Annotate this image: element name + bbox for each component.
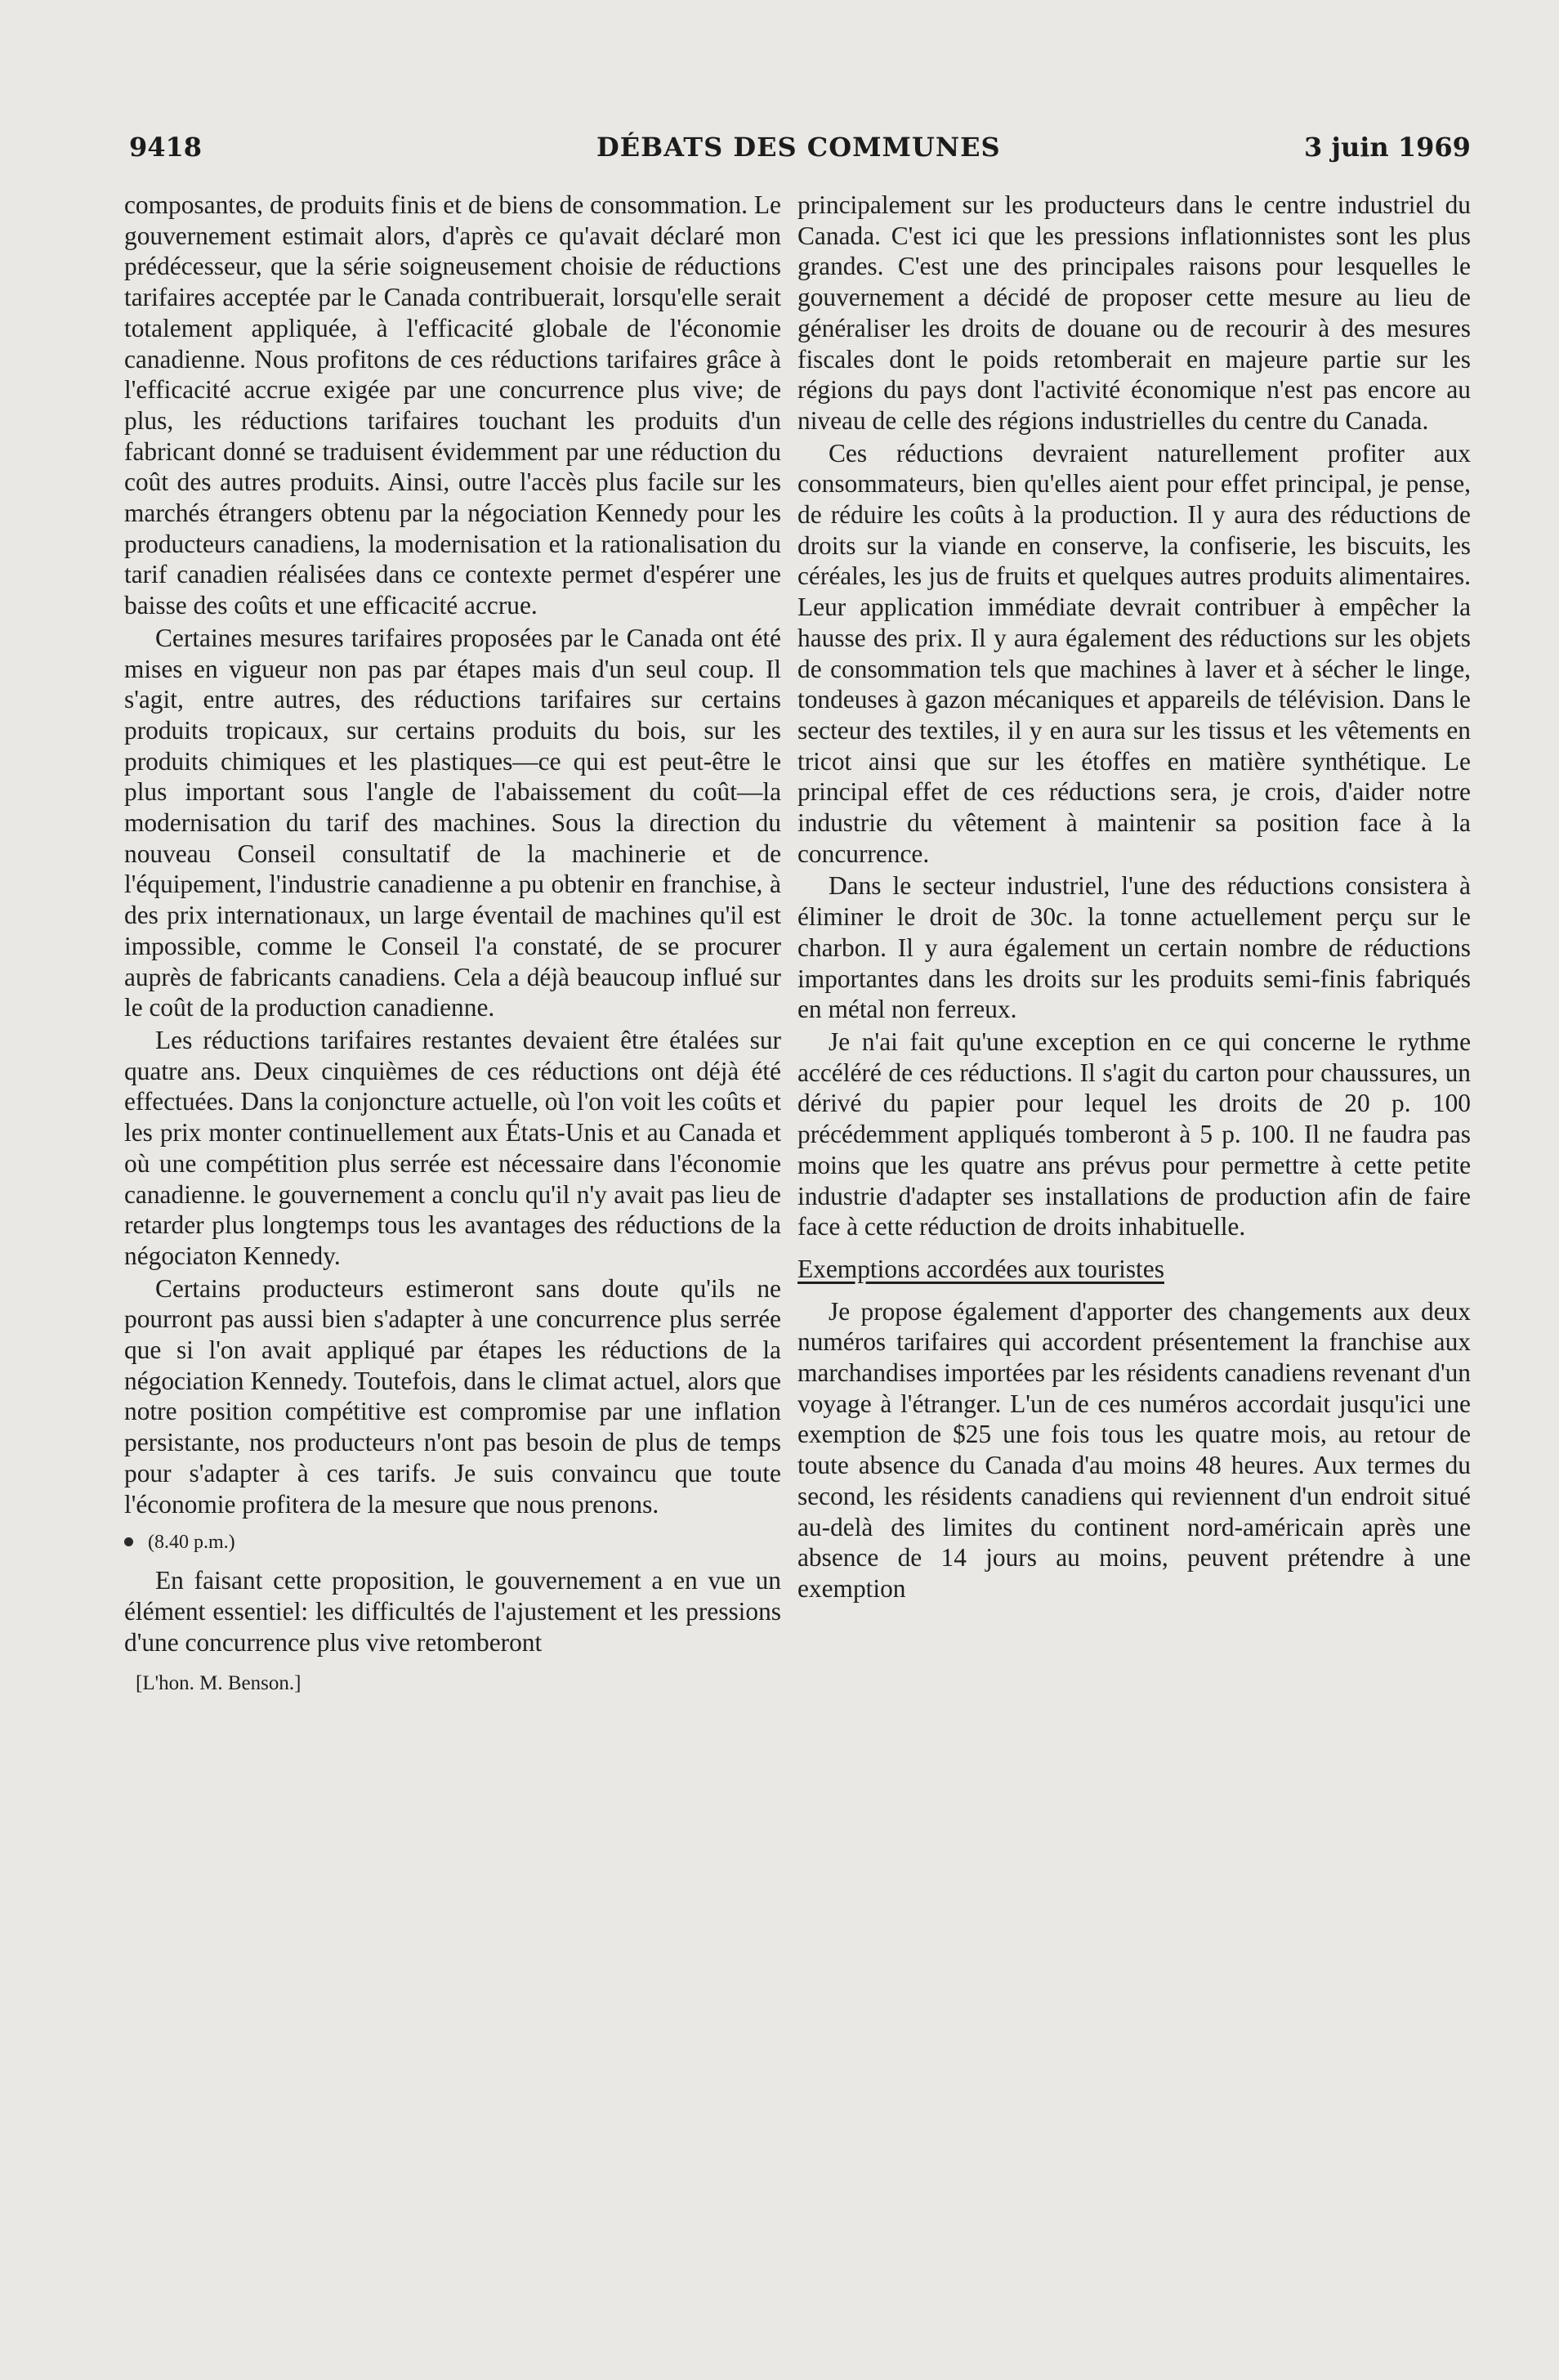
page-number: 9418 — [129, 132, 203, 163]
paragraph: composantes, de produits finis et de biens de consommation. Le gouvernement estimait alors, d'après ce qu'avait déclaré mon prédécesseur, que la série soigneusement choisie de réductions tarifaires acceptée par le Canada contribuerait, lorsqu'elle serait totalement appliquée, à l'efficacité globale de l'économie canadienne. Nous profitons de ces réductions tarifaires grâce à l'efficacité accrue exigée par une concurrence plus vive; de plus, les réductions tarifaires touchant les produits d'un fabricant donné se traduisent évidemment par une réduction du coût des autres produits. Ainsi, outre l'accès plus facile sur les marchés étrangers obtenu par la négociation Kennedy pour les producteurs canadiens, la modernisation et la rationalisation du tarif canadien réalisées dans ce contexte permet d'espérer une baisse des coûts et une efficacité accrue. — [124, 190, 781, 620]
paragraph: Je propose également d'apporter des changements aux deux numéros tarifaires qui accordent présentement la franchise aux marchandises importées par les résidents canadiens revenant d'un voyage à l'étranger. L'un de ces numéros accordait jusqu'ici une exemption de $25 une fois tous les quatre mois, au retour de toute absence du Canada d'au moins 48 heures. Aux termes du second, les résidents canadiens qui reviennent d'un endroit situé au-delà des limites du continent nord-américain après une absence de 14 jours au moins, peuvent prétendre à une exemption — [797, 1296, 1471, 1603]
right-column — [797, 190, 1471, 1604]
paragraph: Dans le secteur industriel, l'une des réductions consistera à éliminer le droit de 30c. la tonne actuellement perçu sur le charbon. Il y aura également un certain nombre de réductions importantes dans les droits sur les produits semi-finis fabriqués en métal non ferreux. — [797, 871, 1471, 1024]
time-marker — [124, 1528, 781, 1557]
page-date: 3 juin 1969 — [1304, 132, 1471, 163]
paragraph: Je n'ai fait qu'une exception en ce qui concerne le rythme accéléré de ces réductions. Il s'agit du carton pour chaussures, un dérivé du papier pour lequel les droits de 20 p. 100 précédemment appliqués tomberont à 5 p. 100. Il ne faudra pas moins que les quatre ans prévus pour permettre à cette petite industrie d'adapter ses installations de production afin de faire face à cette réduction de droits inhabituelle. — [797, 1027, 1471, 1241]
page-header-title: DÉBATS DES COMMUNES — [596, 132, 1001, 163]
speaker-attribution: [L'hon. M. Benson.] — [136, 1672, 302, 1695]
paragraph: Les réductions tarifaires restantes devaient être étalées sur quatre ans. Deux cinquièmes de ces réductions ont déjà été effectuées. Dans la conjoncture actuelle, où l'on voit les coûts et les prix monter continuellement aux États-Unis et au Canada et où une compétition plus serrée est nécessaire dans l'économie canadienne. le gouvernement a conclu qu'il n'y avait pas lieu de retarder plus longtemps tous les avantages des réductions de la négociaton Kennedy. — [124, 1025, 781, 1270]
paragraph: En faisant cette proposition, le gouvernement a en vue un élément essentiel: les difficultés de l'ajustement et les pressions d'une concurrence plus vive retomberont — [124, 1566, 781, 1657]
paragraph: Ces réductions devraient naturellement profiter aux consommateurs, bien qu'elles aient pour effet principal, je pense, de réduire les coûts à la production. Il y aura des réductions de droits sur la viande en conserve, la confiserie, les biscuits, les céréales, les jus de fruits et quelques autres produits alimentaires. Leur application immédiate devrait contribuer à empêcher la hausse des prix. Il y aura également des réductions sur les objets de consommation tels que machines à laver et à sécher le linge, tondeuses à gazon mécaniques et appareils de télévision. Dans le secteur des textiles, il y en aura sur les tissus et les vêtements en tricot ainsi que sur les étoffes en matière synthétique. Le principal effet de ces réductions sera, je crois, d'aider notre industrie du vêtement à maintenir sa position face à la concurrence. — [797, 438, 1471, 868]
paragraph: Certains producteurs estimeront sans doute qu'ils ne pourront pas aussi bien s'adapter à une concurrence plus serrée que si l'on avait appliqué par étapes les réductions de la négociation Kennedy. Toutefois, dans le climat actuel, alors que notre position compétitive est compromise par une inflation persistante, nos producteurs n'ont pas besoin de plus de temps pour s'adapter à ces tarifs. Je suis convaincu que toute l'économie profitera de la mesure que nous prenons. — [124, 1273, 781, 1519]
left-column — [124, 190, 781, 1698]
time-marker-text: (8.40 p.m.) — [148, 1532, 235, 1554]
paragraph: principalement sur les producteurs dans le centre industriel du Canada. C'est ici que les pressions inflationnistes sont les plus grandes. C'est une des principales raisons pour lesquelles le gouvernement a décidé de proposer cette mesure au lieu de généraliser les droits de douane ou de recourir à des mesures fiscales dont le poids retomberait en majeure partie sur les régions du pays dont l'activité économique n'est pas encore au niveau de celle des régions industrielles du centre du Canada. — [797, 190, 1471, 435]
paragraph: Certaines mesures tarifaires proposées par le Canada ont été mises en vigueur non pas par étapes mais d'un seul coup. Il s'agit, entre autres, des réductions tarifaires sur certains produits tropicaux, sur certains produits du bois, sur les produits chimiques et les plastiques—ce qui est peut-être le plus important sous l'angle de l'abaissement du coût—la modernisation du tarif des machines. Sous la direction du nouveau Conseil consultatif de la machinerie et de l'équipement, l'industrie canadienne a pu obtenir en franchise, à des prix internationaux, un large éventail de machines qu'il est impossible, comme le Conseil l'a constaté, de se procurer auprès de fabricants canadiens. Cela a déjà beaucoup influé sur le coût de la production canadienne. — [124, 623, 781, 1022]
section-heading: Exemptions accordées aux touristes — [797, 1254, 1164, 1283]
bullet-icon — [124, 1537, 133, 1546]
